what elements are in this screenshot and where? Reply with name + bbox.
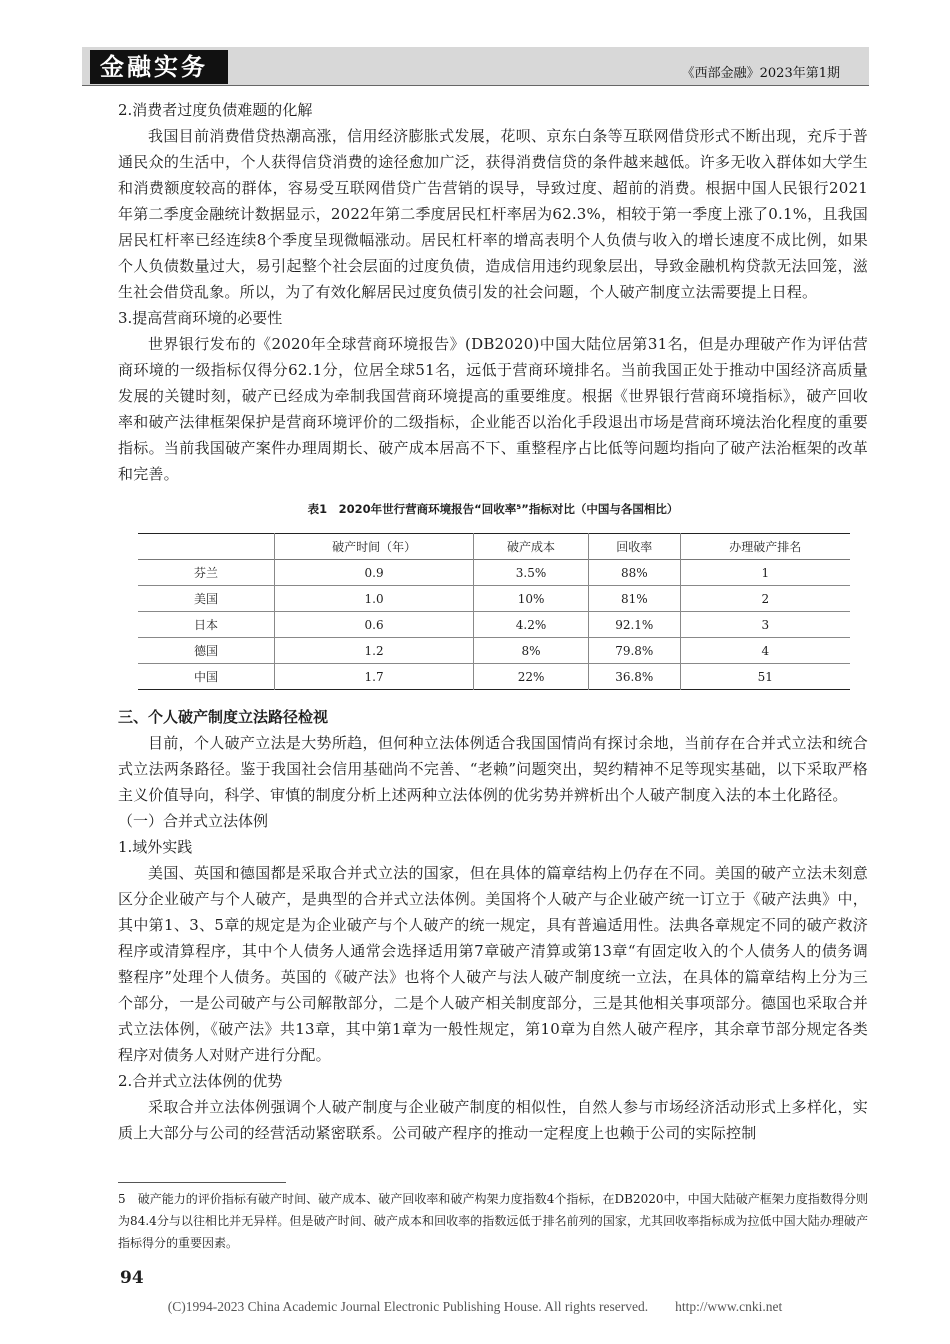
column-header: 回收率 (588, 534, 680, 560)
table-cell: 3.5% (474, 560, 589, 586)
subheading: 1.域外实践 (118, 838, 193, 856)
table-cell: 4 (680, 638, 850, 664)
column-header: 破产成本 (474, 534, 589, 560)
table-cell: 3 (680, 612, 850, 638)
table-cell: 1 (680, 560, 850, 586)
table-cell: 2 (680, 586, 850, 612)
copyright-line: (C)1994-2023 China Academic Journal Electronic Publishing House. All rights reserved. http://www.cnki.net (167, 1299, 783, 1314)
paragraph: 目前，个人破产立法是大势所趋，但何种立法体例适合我国国情尚有探讨余地，当前存在合并式立法和统合式立法两条路径。鉴于我国社会信用基础尚不完善、“老赖”问题突出，契约精神不足等现实基础，以下采取严格主义价值导向，科学、审慎的制度分析上述两种立法体例的优劣势并辨析出个人破产制度入法的本土化路径。 (118, 734, 868, 804)
paragraph: 我国目前消费借贷热潮高涨，信用经济膨胀式发展，花呗、京东白条等互联网借贷形式不断出现，充斥于普通民众的生活中，个人获得信贷消费的途径愈加广泛，获得消费信贷的条件越来越低。许多无收入群体如大学生和消费额度较高的群体，容易受互联网借贷广告营销的误导，导致过度、超前的消费。根据中国人民银行2021年第二季度金融统计数据显示，2022年第二季度居民杠杆率居为62.3%，相较于第一季度上涨了0.1%，且我国居民杠杆率已经连续8个季度呈现微幅涨动。居民杠杆率的增高表明个人负债与收入的增长速度不成比例，如果个人负债数量过大，易引起整个社会层面的过度负债，造成信用违约现象层出，导致金融机构贷款无法回笼，滋生社会借贷乱象。所以，为了有效化解居民过度负债引发的社会问题，个人破产制度立法需要提上日程。 (118, 127, 868, 301)
subheading: 2.合并式立法体例的优势 (118, 1072, 283, 1090)
footnote: 5 破产能力的评价指标有破产时间、破产成本、破产回收率和破产构架力度指数4个指标，在DB2020中，中国大陆破产框架力度指数得分则为84.4分与以往相比并无异样。但是破产时间、破产成本和回收率的指数远低于排名前列的国家，尤其回收率指标成为拉低中国大陆办理破产指标得分的重要因素。 (118, 1192, 868, 1250)
table-cell: 36.8% (588, 664, 680, 690)
paragraph: 世界银行发布的《2020年全球营商环境报告》(DB2020)中国大陆位居第31名，但是办理破产作为评估营商环境的一级指标仅得分62.1分，位居全球51名，远低于营商环境排名。当前我国正处于推动中国经济高质量发展的关键时刻，破产已经成为牵制我国营商环境提高的重要维度。根据《世界银行营商环境指标》，破产回收率和破产法律框架保护是营商环境评价的二级指标，企业能否以治化手段退出市场是营商环境法治化程度的重要指标。当前我国破产案件办理周期长、破产成本居高不下、重整程序占比低等问题均指向了破产法治框架的改革和完善。 (118, 335, 868, 483)
table-gap (118, 690, 868, 702)
table-cell: 92.1% (588, 612, 680, 638)
country-cell: 德国 (193, 644, 218, 658)
table-row (138, 664, 850, 690)
table-cell: 0.9 (275, 560, 474, 586)
paragraph: 采取合并立法体例强调个人破产制度与企业破产制度的相似性，自然人参与市场经济活动形式上多样化，实质上大部分与公司的经营活动紧密联系。公司破产程序的推动一定程度上也赖于公司的实际控制 (118, 1098, 868, 1142)
header-rule (82, 85, 869, 86)
journal-issue: 《西部金融》2023年第1期 (681, 66, 840, 81)
subheading: 3.提高营商环境的必要性 (118, 309, 283, 327)
table-row (138, 560, 850, 586)
section-badge: 金融实务 (90, 50, 228, 84)
table-cell: 10% (474, 586, 589, 612)
country-cell: 日本 (193, 618, 218, 632)
table-row (138, 638, 850, 664)
table-cell: 79.8% (588, 638, 680, 664)
article-body (118, 97, 868, 1146)
table-cell: 1.7 (275, 664, 474, 690)
subheading: （一）合并式立法体例 (118, 812, 269, 830)
page-number: 94 (120, 1268, 144, 1288)
table-cell: 1.0 (275, 586, 474, 612)
column-header: 破产时间（年） (275, 534, 474, 560)
column-header (138, 534, 275, 560)
table-cell: 81% (588, 586, 680, 612)
table-header-row (138, 534, 850, 560)
table-cell: 0.6 (275, 612, 474, 638)
country-cell: 中国 (193, 670, 218, 684)
subheading: 2.消费者过度负债难题的化解 (118, 101, 313, 119)
section-heading: 三、个人破产制度立法路径检视 (118, 708, 329, 726)
table-cell: 22% (474, 664, 589, 690)
table-cell: 51 (680, 664, 850, 690)
country-cell: 芬兰 (193, 566, 218, 580)
country-cell: 美国 (193, 592, 218, 606)
table-row (138, 586, 850, 612)
table-cell: 1.2 (275, 638, 474, 664)
table-row (138, 612, 850, 638)
table-cell: 4.2% (474, 612, 589, 638)
footnote-rule (118, 1182, 286, 1183)
column-header: 办理破产排名 (680, 534, 850, 560)
table-cell: 88% (588, 560, 680, 586)
paragraph: 美国、英国和德国都是采取合并式立法的国家，但在具体的篇章结构上仍存在不同。美国的破产立法未刻意区分企业破产与个人破产，是典型的合并式立法体例。美国将个人破产与企业破产统一订立于《破产法典》中，其中第1、3、5章的规定是为企业破产与个人破产的统一规定，具有普遍适用性。法典各章规定不同的破产救济程序或清算程序，其中个人债务人通常会选择适用第7章破产清算或第13章“有固定收入的个人债务人的债务调整程序”处理个人债务。英国的《破产法》也将个人破产与法人破产制度统一立法，在具体的篇章结构上分为三个部分，一是公司破产与公司解散部分，二是个人破产相关制度部分，三是其他相关事项部分。德国也采取合并式立法体例，《破产法》共13章，其中第1章为一般性规定，第10章为自然人破产程序，其余章节部分规定各类程序对债务人对财产进行分配。 (118, 864, 868, 1064)
table-cell: 8% (474, 638, 589, 664)
table-caption: 表1 2020年世行营商环境报告“回收率⁵”指标对比（中国与各国相比） (307, 502, 679, 516)
comparison-table (138, 533, 850, 690)
